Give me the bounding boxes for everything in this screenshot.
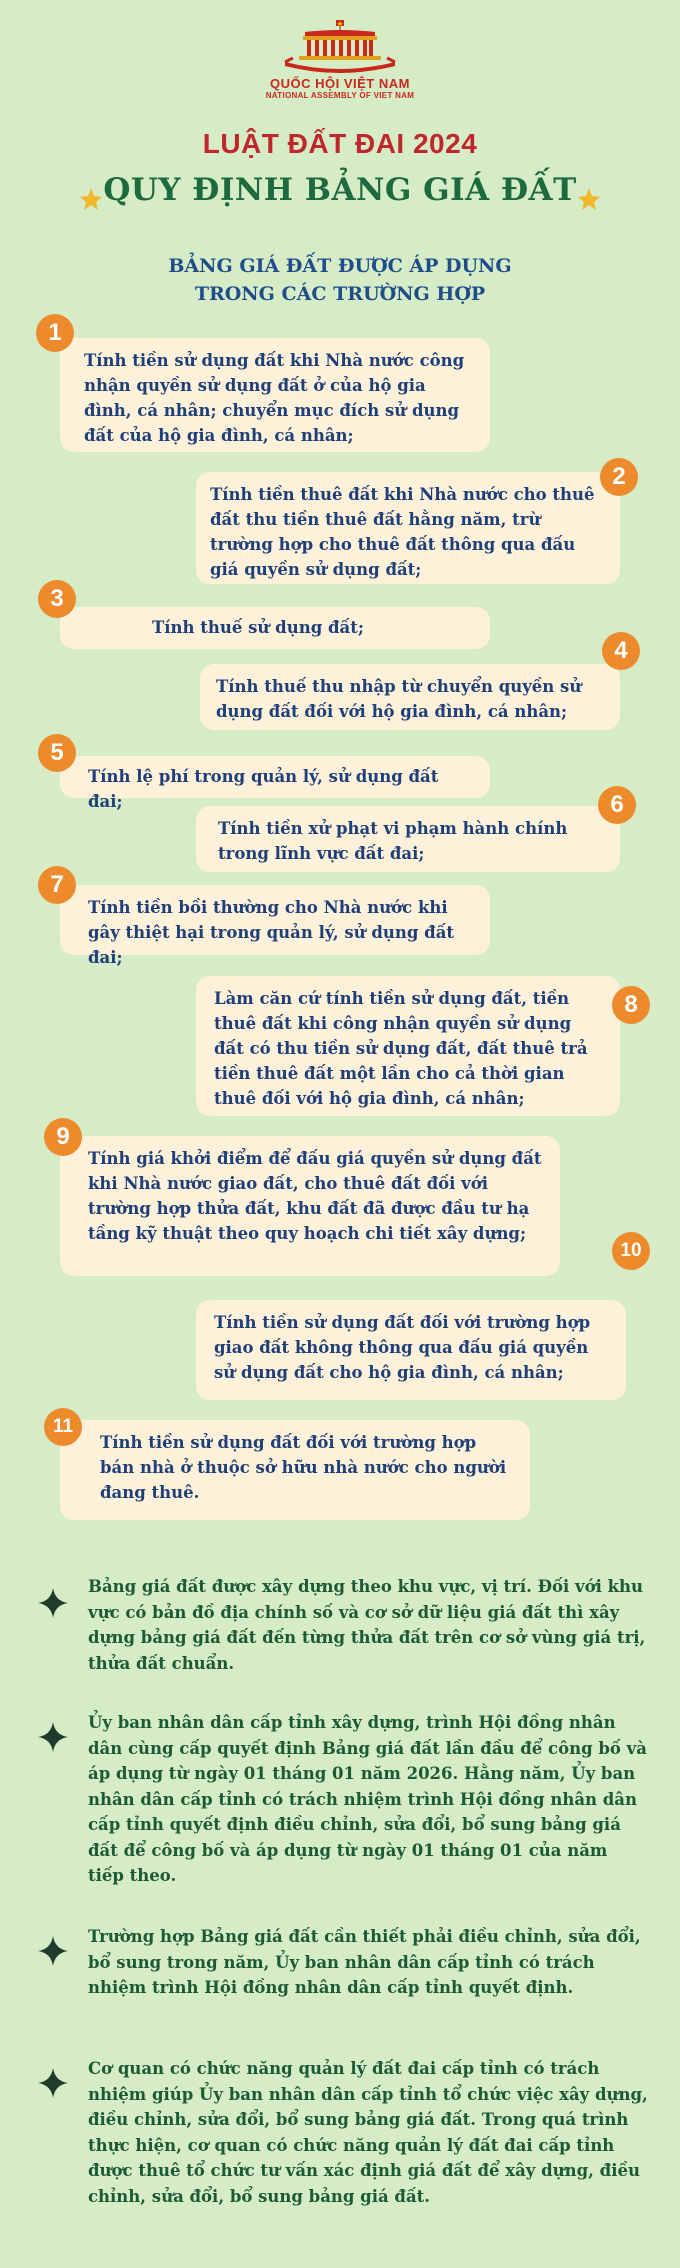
logo-name: QUỐC HỘI VIỆT NAM: [270, 76, 410, 91]
note-paragraph-2: Ủy ban nhân dân cấp tỉnh xây dựng, trình Hội đồng nhân dân cùng cấp quyết định Bảng giá đất lần đầu để công bố và áp dụng từ ngày 01 tháng 01 năm 2026. Hằng năm, Ủy ban nhân dân cấp tỉnh có trách nhiệm trình Hội đồng nhân dân cấp tỉnh quyết định điều chỉnh, sửa đổi, bổ sung bảng giá đất để công bố và áp dụng từ ngày 01 tháng 01 của năm tiếp theo.: [88, 1713, 647, 1885]
sparkle-icon: [38, 1722, 68, 1752]
logo-subtitle: NATIONAL ASSEMBLY OF VIET NAM: [265, 91, 415, 100]
case-text: Tính giá khởi điểm để đấu giá quyền sử dụng đất khi Nhà nước giao đất, cho thuê đất đối với trường hợp thửa đất, khu đất đã được đầu tư hạ tầng kỹ thuật theo quy hoạch chi tiết xây dựng;: [88, 1149, 542, 1243]
sparkle-icon: [38, 2068, 68, 2098]
case-text: Tính tiền thuê đất khi Nhà nước cho thuê đất thu tiền thuê đất hằng năm, trừ trường hợp cho thuê đất thông qua đấu giá quyền sử dụng đất;: [210, 485, 595, 579]
case-text: Làm căn cứ tính tiền sử dụng đất, tiền thuê đất khi công nhận quyền sử dụng đất có thu tiền sử dụng đất, đất thuê trả tiền thuê đất một lần cho cả thời gian thuê đối với hộ gia đình, cá nhân;: [214, 989, 588, 1108]
case-number-badge: 4: [602, 632, 640, 670]
case-card-1: [60, 338, 490, 452]
sparkle-icon: [38, 1588, 68, 1618]
star-right-icon: [578, 188, 600, 210]
case-text: Tính tiền sử dụng đất đối với trường hợp giao đất không thông qua đấu giá quyền sử dụng đất cho hộ gia đình, cá nhân;: [214, 1313, 591, 1382]
case-number-badge: 6: [598, 786, 636, 824]
case-card-10: [196, 1300, 626, 1400]
case-number-badge: 11: [44, 1408, 82, 1446]
case-number-badge: 8: [612, 986, 650, 1024]
note-paragraph-4: Cơ quan có chức năng quản lý đất đai cấp tỉnh có trách nhiệm giúp Ủy ban nhân dân cấp tỉnh tổ chức việc xây dựng, điều chỉnh, sửa đổi, bổ sung bảng giá đất. Trong quá trình thực hiện, cơ quan có chức năng quản lý đất đai cấp tỉnh được thuê tổ chức tư vấn xác định giá đất để xây dựng, điều chỉnh, sửa đổi, bổ sung bảng giá đất.: [88, 2059, 648, 2206]
case-text: Tính tiền bồi thường cho Nhà nước khi gây thiệt hại trong quản lý, sử dụng đất đai;: [88, 898, 455, 967]
national-assembly-logo: [0, 18, 680, 100]
case-text: Tính thuế sử dụng đất;: [152, 618, 364, 637]
case-card-7: [60, 885, 490, 967]
cases-subtitle: BẢNG GIÁ ĐẤT ĐƯỢC ÁP DỤNG TRONG CÁC TRƯỜNG HỢP: [168, 255, 512, 305]
assembly-building-icon: [265, 18, 415, 74]
case-number-badge: 2: [600, 458, 638, 496]
case-text: Tính thuế thu nhập từ chuyển quyền sử dụng đất đối với hộ gia đình, cá nhân;: [216, 677, 582, 721]
case-card-9: [60, 1136, 560, 1276]
case-number-badge: 3: [38, 580, 76, 618]
case-number-badge: 10: [612, 1232, 650, 1270]
case-number-badge: 1: [36, 314, 74, 352]
case-text: Tính tiền sử dụng đất khi Nhà nước công nhận quyền sử dụng đất ở của hộ gia đình, cá nhân; chuyển mục đích sử dụng đất của hộ gia đình, cá nhân;: [84, 351, 465, 445]
case-card-6: [196, 806, 620, 872]
page-title: LUẬT ĐẤT ĐAI 2024: [202, 128, 478, 159]
case-text: Tính lệ phí trong quản lý, sử dụng đất đai;: [88, 767, 439, 811]
case-text: Tính tiền xử phạt vi phạm hành chính trong lĩnh vực đất đai;: [218, 819, 568, 863]
case-card-5: [60, 756, 490, 811]
sparkle-icon: [38, 1936, 68, 1966]
case-number-badge: 9: [44, 1118, 82, 1156]
note-paragraph-3: Trường hợp Bảng giá đất cần thiết phải điều chỉnh, sửa đổi, bổ sung trong năm, Ủy ban nhân dân cấp tỉnh có trách nhiệm trình Hội đồng nhân dân cấp tỉnh quyết định.: [88, 1927, 641, 1997]
case-card-4: [200, 664, 620, 730]
case-card-3: [60, 607, 490, 649]
section-heading: QUY ĐỊNH BẢNG GIÁ ĐẤT: [103, 172, 577, 208]
note-paragraph-1: Bảng giá đất được xây dựng theo khu vực, vị trí. Đối với khu vực có bản đồ địa chính số và cơ sở dữ liệu giá đất thì xây dựng bảng giá đất đến từng thửa đất trên cơ sở vùng giá trị, thửa đất chuẩn.: [88, 1577, 646, 1673]
case-card-11: [60, 1420, 530, 1520]
case-card-2: [196, 472, 620, 584]
case-text: Tính tiền sử dụng đất đối với trường hợp bán nhà ở thuộc sở hữu nhà nước cho người đang thuê.: [100, 1433, 507, 1502]
case-card-8: [196, 976, 620, 1116]
case-number-badge: 7: [38, 866, 76, 904]
case-number-badge: 5: [38, 734, 76, 772]
